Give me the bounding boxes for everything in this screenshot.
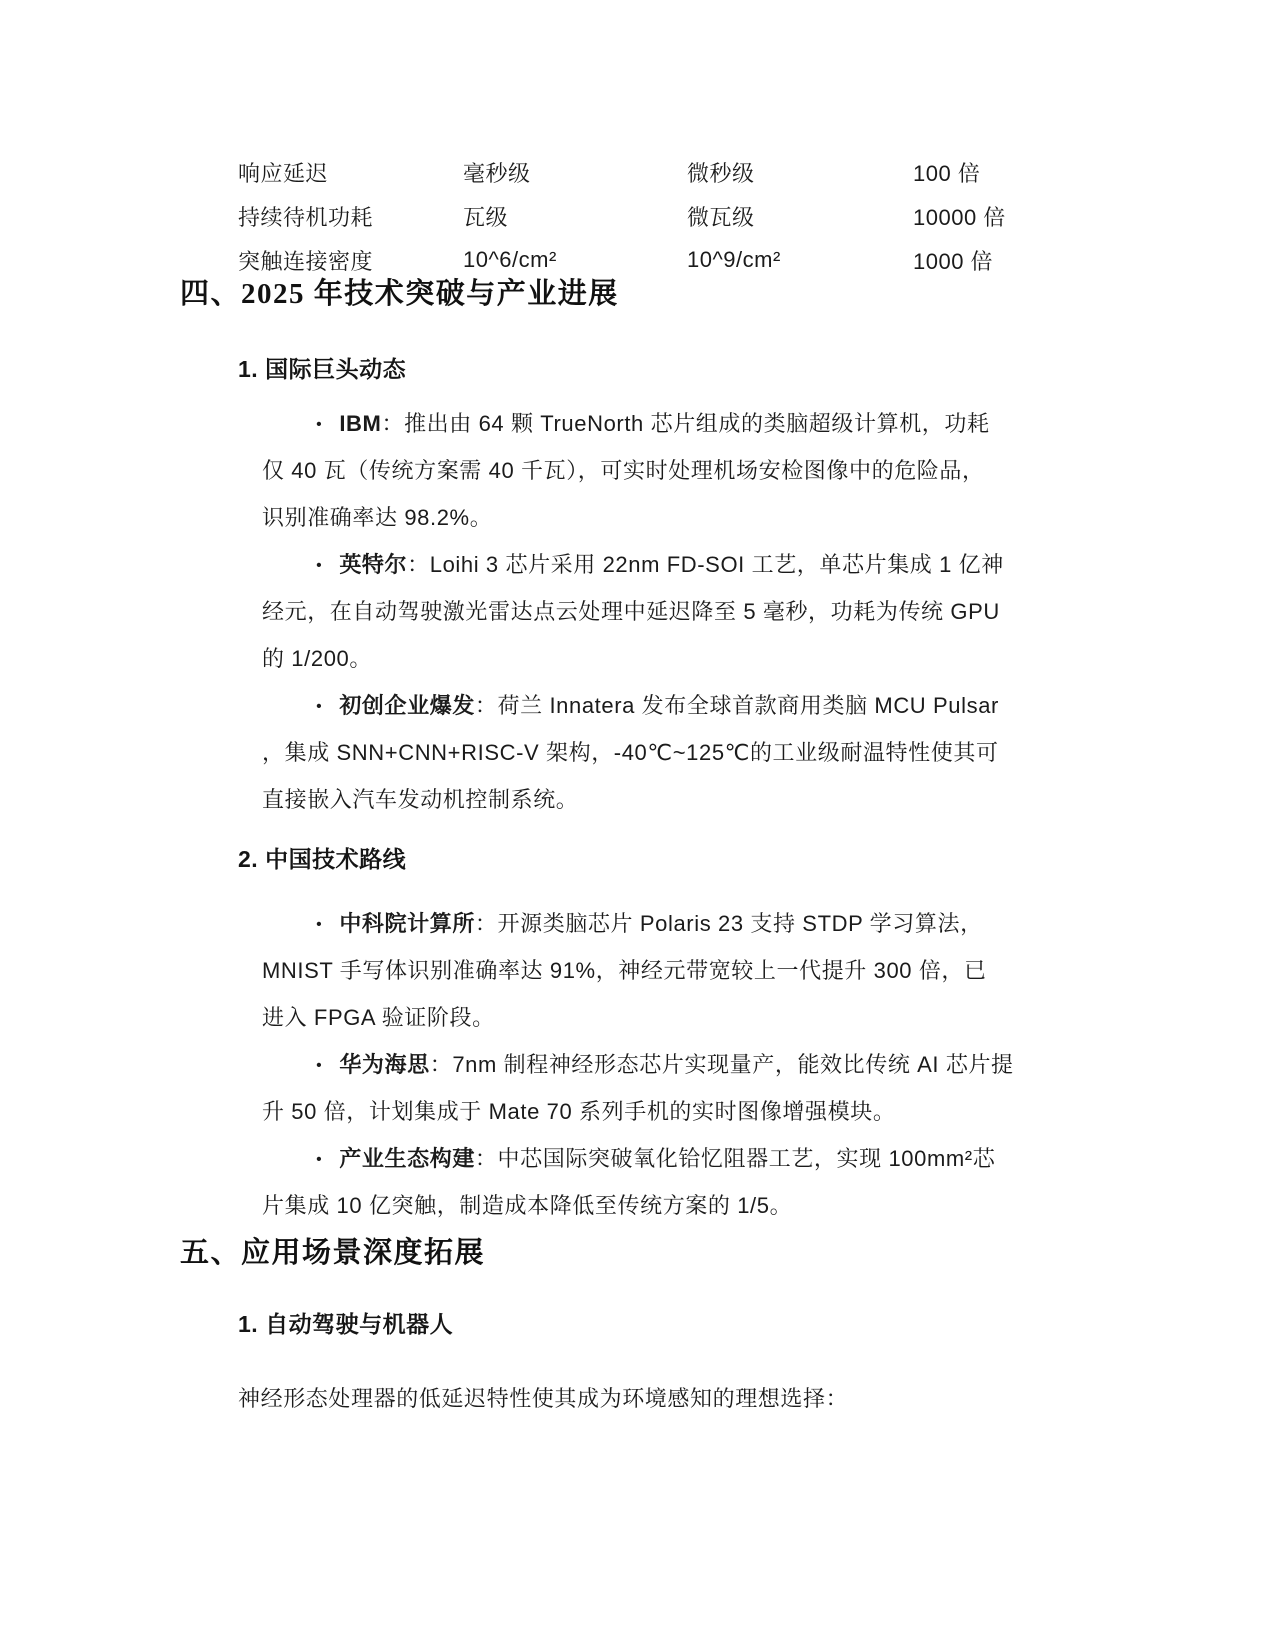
- bullet-text: 中芯国际突破氧化铪忆阻器工艺，实现 100mm²芯: [497, 1146, 996, 1171]
- list-item: [262, 1135, 1102, 1229]
- table-cell-improvement: 1000 倍: [913, 248, 994, 274]
- bullet-term: 英特尔: [339, 552, 408, 577]
- bullet-term: 初创企业爆发: [339, 693, 475, 718]
- list-item: [262, 900, 1102, 1041]
- table-cell-traditional: 10^6/cm²: [463, 247, 557, 272]
- table-cell-neuromorphic: 10^9/cm²: [687, 247, 781, 272]
- list-item-line: 进入 FPGA 验证阶段。: [262, 1005, 495, 1030]
- table-cell-neuromorphic: 微瓦级: [687, 204, 755, 230]
- bullet-marker: •: [316, 914, 323, 933]
- bullet-marker: •: [316, 1055, 323, 1074]
- table-row: [238, 150, 1113, 194]
- list-item-line: 仅 40 瓦（传统方案需 40 千瓦），可实时处理机场安检图像中的危险品，: [262, 458, 985, 483]
- section-5-heading: 五、应用场景深度拓展: [180, 1237, 486, 1269]
- bullet-marker: •: [316, 555, 323, 574]
- table-row: [238, 194, 1113, 238]
- term-colon: ：: [429, 1052, 453, 1077]
- term-colon: ：: [474, 911, 498, 936]
- list-item-line: [262, 900, 1102, 947]
- intro-paragraph: 神经形态处理器的低延迟特性使其成为环境感知的理想选择：: [238, 1386, 849, 1411]
- bullet-marker: •: [316, 1149, 323, 1168]
- list-item-line: 片集成 10 亿突触，制造成本降低至传统方案的 1/5。: [262, 1193, 793, 1218]
- bullet-text: 开源类脑芯片 Polaris 23 支持 STDP 学习算法，: [497, 911, 983, 936]
- bullet-marker: •: [316, 696, 323, 715]
- bullet-text: 荷兰 Innatera 发布全球首款商用类脑 MCU Pulsar: [497, 693, 999, 718]
- bullet-text: 推出由 64 颗 TrueNorth 芯片组成的类脑超级计算机，功耗: [404, 411, 990, 436]
- bullet-term: 华为海思: [339, 1052, 430, 1077]
- term-colon: ：: [474, 693, 498, 718]
- list-item-line: ，集成 SNN+CNN+RISC-V 架构，-40℃~125℃的工业级耐温特性使其可: [262, 740, 999, 765]
- term-colon: ：: [474, 1146, 498, 1171]
- bullet-text: 7nm 制程神经形态芯片实现量产，能效比传统 AI 芯片提: [452, 1052, 1014, 1077]
- list-item-line: [262, 400, 1102, 447]
- table-cell-metric: 突触连接密度: [238, 248, 374, 274]
- list-item-line: MNIST 手写体识别准确率达 91%，神经元带宽较上一代提升 300 倍，已: [262, 958, 987, 983]
- table-cell-metric: 响应延迟: [238, 160, 329, 186]
- table-cell-metric: 持续待机功耗: [238, 204, 374, 230]
- china-roadmap-bullet-list: [262, 900, 1102, 1229]
- term-colon: ：: [381, 411, 405, 436]
- international-giants-bullet-list: [262, 400, 1102, 823]
- list-item-line: [262, 1135, 1102, 1182]
- bullet-marker: •: [316, 414, 323, 433]
- bullet-term: 中科院计算所: [339, 911, 475, 936]
- list-item-line: 升 50 倍，计划集成于 Mate 70 系列手机的实时图像增强模块。: [262, 1099, 896, 1124]
- list-item-line: 直接嵌入汽车发动机控制系统。: [262, 787, 579, 812]
- bullet-term: IBM: [339, 411, 382, 436]
- list-item-line: 识别准确率达 98.2%。: [262, 505, 493, 530]
- table-cell-improvement: 100 倍: [913, 160, 981, 186]
- table-cell-traditional: 毫秒级: [463, 160, 531, 186]
- list-item: [262, 400, 1102, 541]
- list-item-line: [262, 1041, 1102, 1088]
- comparison-table: [238, 150, 1113, 282]
- list-item: [262, 682, 1102, 823]
- list-item-line: 的 1/200。: [262, 646, 372, 671]
- list-item-line: 经元，在自动驾驶激光雷达点云处理中延迟降至 5 毫秒，功耗为传统 GPU: [262, 599, 1000, 624]
- section-4-heading: 四、2025 年技术突破与产业进展: [180, 278, 619, 310]
- list-item-line: [262, 541, 1102, 588]
- list-item: [262, 1041, 1102, 1135]
- section-4-subheading-2: 2. 中国技术路线: [238, 846, 407, 872]
- table-cell-traditional: 瓦级: [463, 204, 509, 230]
- table-cell-neuromorphic: 微秒级: [687, 160, 755, 186]
- table-cell-improvement: 10000 倍: [913, 204, 1006, 230]
- section-5-subheading-1: 1. 自动驾驶与机器人: [238, 1311, 454, 1337]
- table-row: [238, 238, 1113, 282]
- list-item-line: [262, 682, 1102, 729]
- term-colon: ：: [407, 552, 430, 577]
- section-4-subheading-1: 1. 国际巨头动态: [238, 356, 407, 382]
- bullet-text: Loihi 3 芯片采用 22nm FD-SOI 工艺，单芯片集成 1 亿神: [429, 552, 1004, 577]
- bullet-term: 产业生态构建: [339, 1146, 475, 1171]
- list-item: [262, 541, 1102, 682]
